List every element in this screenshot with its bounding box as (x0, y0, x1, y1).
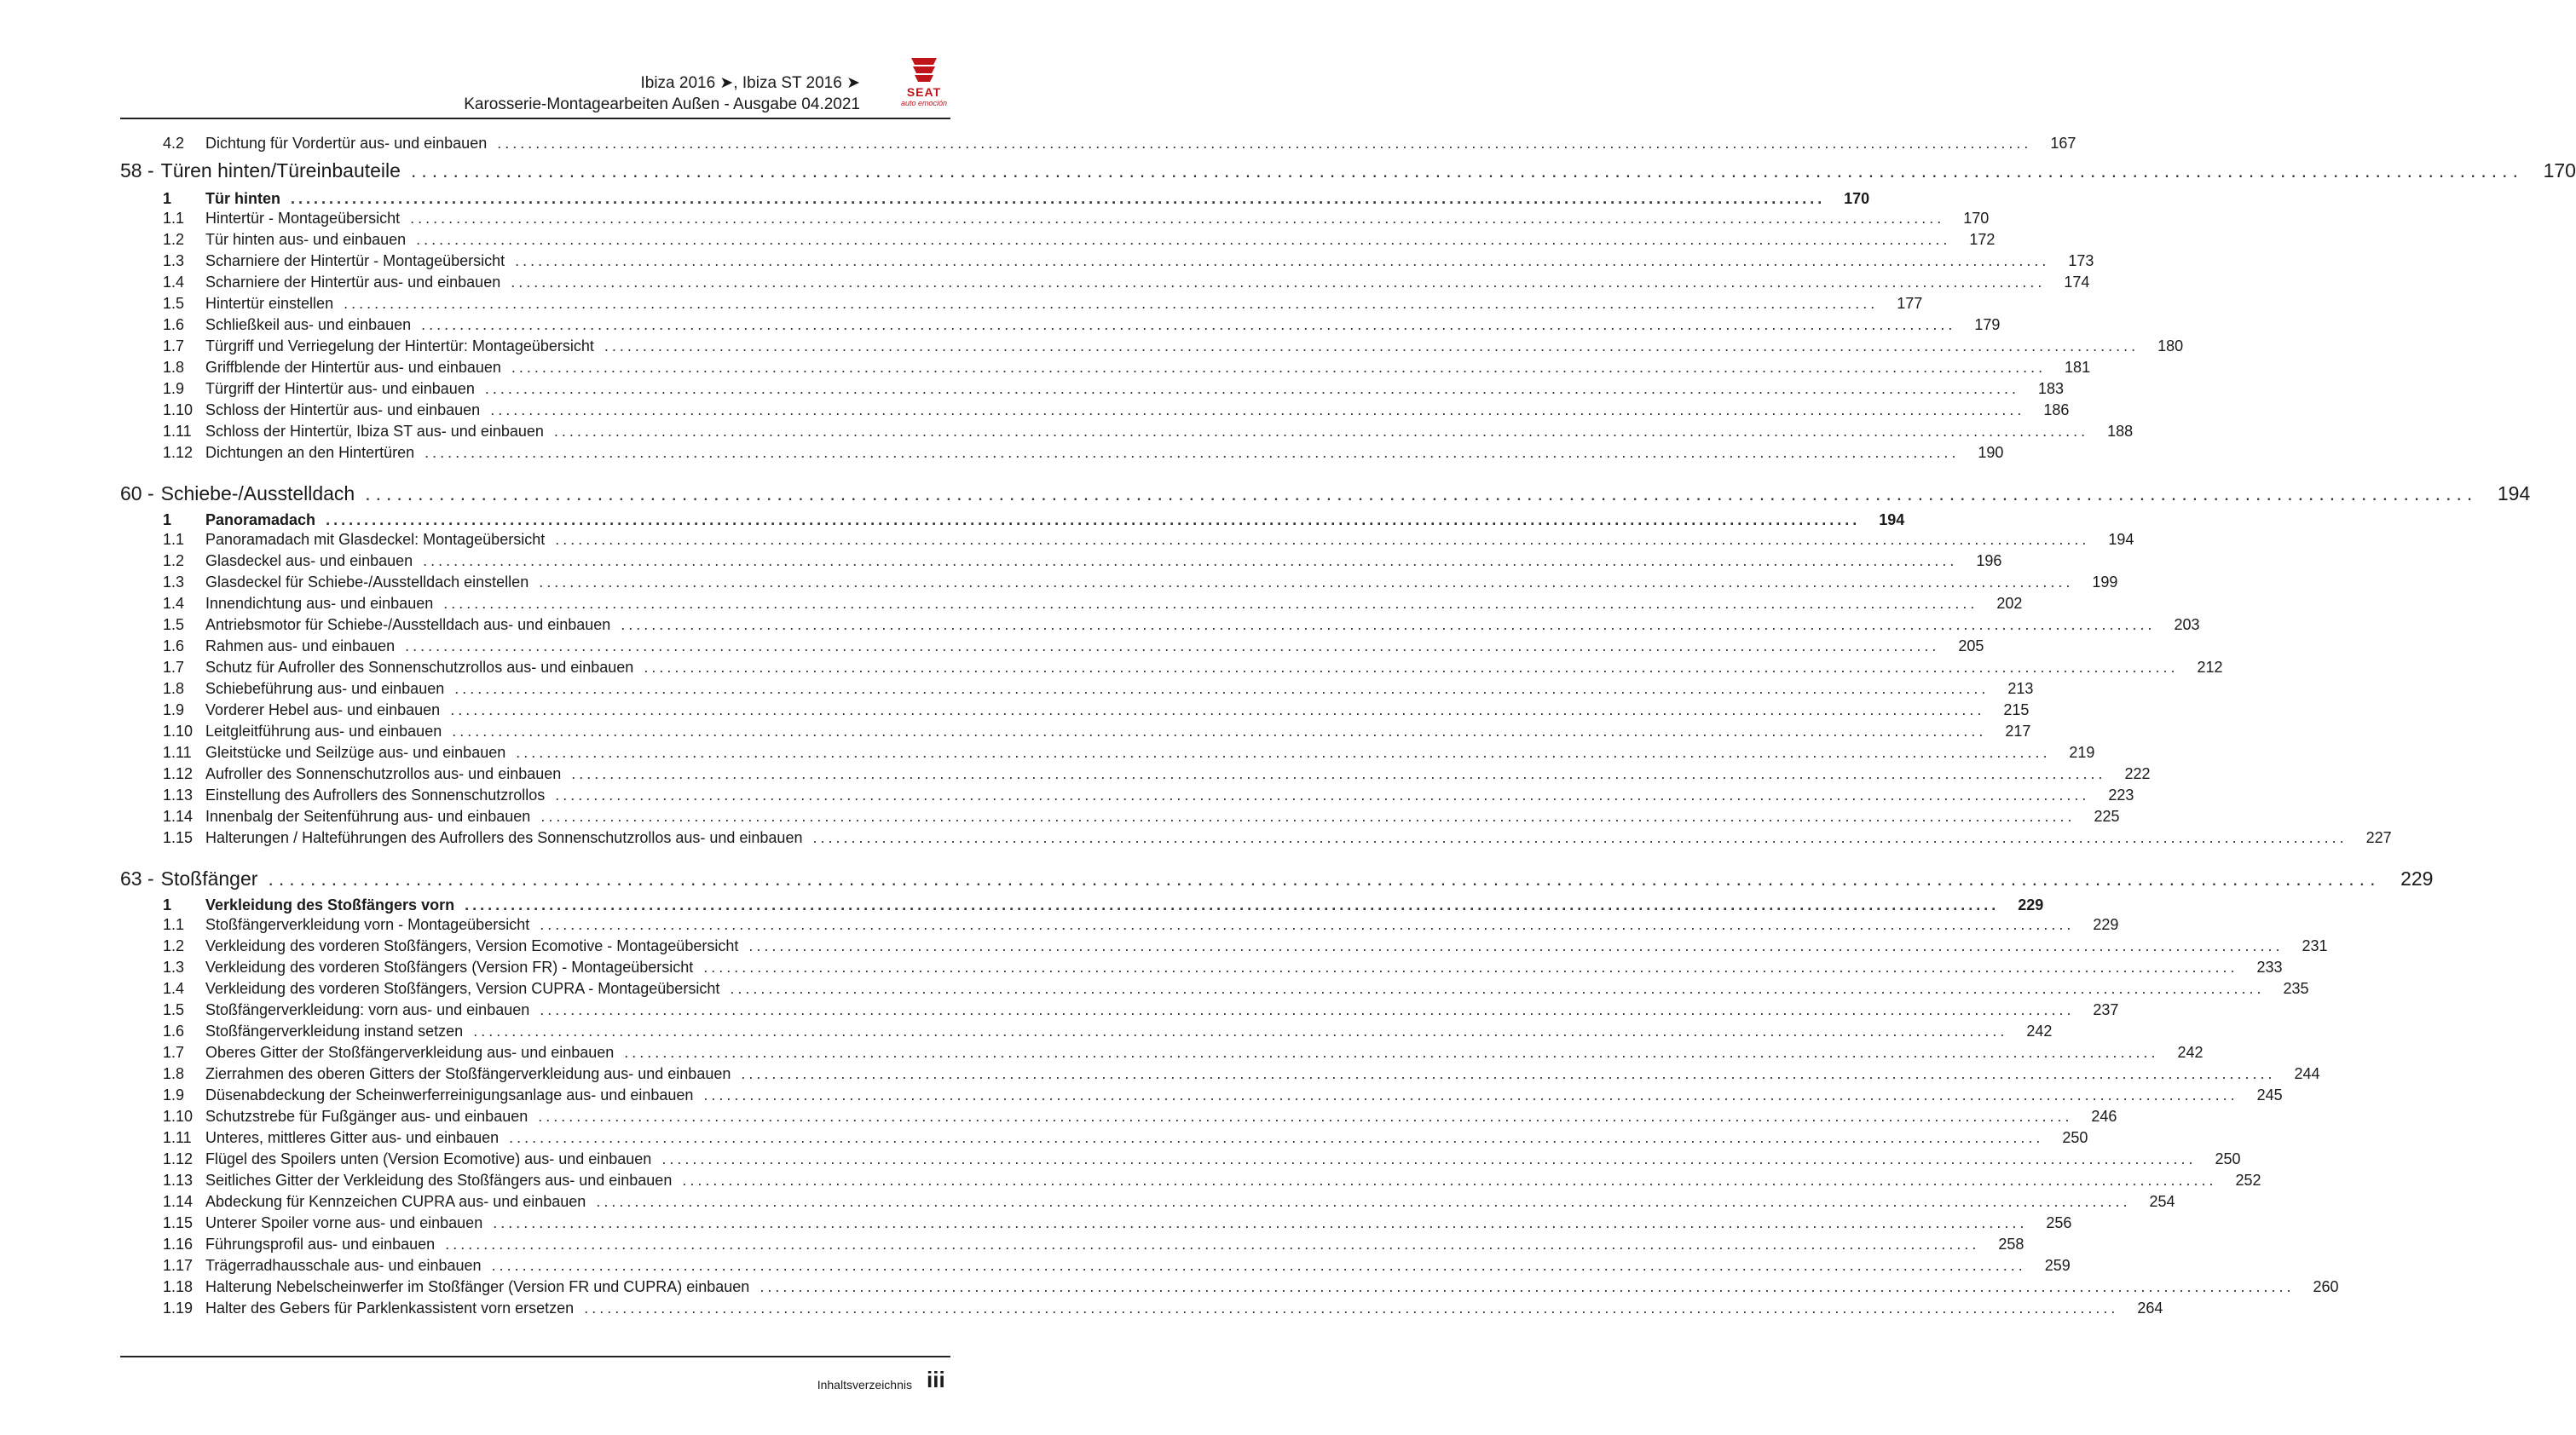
toc-title: Führungsprofil aus- und einbauen (205, 1236, 436, 1253)
toc-page-number: 227 (2365, 829, 2392, 846)
toc-title: Halterung Nebelscheinwerfer im Stoßfänger (Version FR und CUPRA) einbauen (205, 1278, 750, 1295)
toc-title: Stoßfängerverkleidung: vorn aus- und einbauen (205, 1001, 530, 1018)
toc-page-number: 170 (1844, 190, 1870, 207)
toc-chapter[interactable] (120, 849, 2434, 896)
toc-number: 63 - (120, 867, 154, 890)
toc-entry[interactable] (120, 827, 2392, 849)
footer-label: Inhaltsverzeichnis (817, 1378, 912, 1392)
toc-page-number: 244 (2294, 1065, 2320, 1082)
toc-page-number: 256 (2046, 1214, 2072, 1231)
toc-entry[interactable] (120, 572, 2118, 593)
toc-leader-dots: ........................................................................................................................................................................................................ (473, 1023, 2008, 1040)
toc-title: Innenbalg der Seitenführung aus- und einbauen (205, 808, 531, 825)
toc-page-number: 212 (2197, 659, 2223, 676)
toc-entry[interactable] (120, 1255, 2071, 1277)
toc-page-number: 194 (1879, 511, 1905, 528)
toc-number: 1.12 (163, 1150, 193, 1167)
toc-leader-dots: ........................................................................................................................................................................................................ (450, 701, 1985, 718)
toc-page-number: 194 (2497, 482, 2531, 504)
header-model-line: Ibiza 2016 ➤, Ibiza ST 2016 ➤ (640, 74, 860, 92)
toc-entry[interactable] (120, 957, 2283, 978)
toc-leader-dots: ........................................................................................................................................................................................................ (555, 531, 2090, 548)
header-rule (120, 118, 950, 119)
toc-page-number: 254 (2149, 1193, 2175, 1210)
toc-entry[interactable] (120, 1191, 2175, 1213)
toc-number: 1.17 (163, 1257, 193, 1274)
toc-entry[interactable] (120, 550, 2002, 572)
toc-page-number: 186 (2043, 401, 2070, 418)
toc-leader-dots: ........................................................................................................................................................................................................ (511, 359, 2047, 376)
logo-wordmark: SEAT (906, 85, 942, 99)
toc-title: Verkleidung des vorderen Stoßfängers (Version FR) - Montageübersicht (205, 959, 694, 976)
toc-leader-dots: ........................................................................................................................................................................................................ (553, 423, 2089, 440)
toc-leader-dots: ........................................................................................................................................................................................................ (443, 595, 1978, 612)
toc-number: 1.9 (163, 701, 185, 718)
toc-number: 1.1 (163, 531, 185, 548)
toc-title: Hintertür einstellen (205, 295, 334, 312)
toc-title: Einstellung des Aufrollers des Sonnenschutzrollos (205, 787, 546, 804)
toc-number: 1.4 (163, 274, 185, 291)
toc-leader-dots: ........................................................................................................................................................................................................ (703, 1086, 2238, 1104)
toc-number: 1.6 (163, 316, 185, 333)
toc-number: 1.10 (163, 401, 193, 418)
toc-title: Schutzstrebe für Fußgänger aus- und einbauen (205, 1108, 528, 1125)
toc-leader-dots: ........................................................................................................................................................................................................ (703, 959, 2238, 976)
toc-title: Schiebe-/Ausstelldach (160, 482, 355, 504)
toc-title: Zierrahmen des oberen Gitters der Stoßfängerverkleidung aus- und einbauen (205, 1065, 731, 1082)
toc-leader-dots: ........................................................................................................................................................................................................ (454, 680, 1990, 697)
toc-title: Scharniere der Hintertür - Montageübersicht (205, 252, 505, 269)
toc-entry[interactable] (120, 208, 1990, 229)
toc-leader-dots: ........................................................................................................................................................................................................ (584, 1300, 2119, 1317)
toc-section[interactable] (120, 511, 1905, 529)
toc-page-number: 242 (2177, 1044, 2203, 1061)
toc-page-number: 199 (2092, 573, 2118, 591)
footer-rule (120, 1356, 950, 1357)
toc-number: 1.13 (163, 1172, 193, 1189)
toc-page-number: 258 (1998, 1236, 2024, 1253)
toc-entry[interactable] (120, 914, 2119, 936)
toc-number: 1.5 (163, 616, 185, 633)
seat-logo (891, 56, 957, 109)
toc-leader-dots: ........................................................................................................................................................................................................ (493, 1214, 2028, 1231)
toc-entry[interactable] (120, 1213, 2072, 1234)
toc-entry[interactable] (120, 614, 2200, 636)
header-title-line: Karosserie-Montagearbeiten Außen - Ausgabe 04.2021 (464, 95, 860, 113)
toc-title: Dichtung für Vordertür aus- und einbauen (205, 135, 488, 152)
toc-number: 1.7 (163, 659, 185, 676)
toc-title: Stoßfängerverkleidung vorn - Montageübersicht (205, 916, 530, 933)
toc-leader-dots: ........................................................................................................................................................................................................ (624, 1044, 2159, 1061)
toc-number: 1.19 (163, 1300, 193, 1317)
toc-title: Rahmen aus- und einbauen (205, 637, 396, 654)
toc-title: Dichtungen an den Hintertüren (205, 444, 415, 461)
toc-title: Stoßfängerverkleidung instand setzen (205, 1023, 464, 1040)
toc-entry[interactable] (120, 357, 2091, 378)
toc-leader-dots: ........................................................................................................................................................................................................ (730, 980, 2265, 997)
toc-leader-dots: ........................................................................................................................................................................................................ (268, 867, 2381, 890)
toc-number: 1.11 (163, 1129, 192, 1146)
toc-page-number: 179 (1974, 316, 2001, 333)
toc-leader-dots: ........................................................................................................................................................................................................ (540, 808, 2076, 825)
toc-page-number: 264 (2137, 1300, 2163, 1317)
toc-page-number: 222 (2124, 765, 2151, 782)
toc-leader-dots: ........................................................................................................................................................................................................ (421, 316, 1956, 333)
toc-leader-dots: ........................................................................................................................................................................................................ (621, 616, 2156, 633)
toc-leader-dots: ........................................................................................................................................................................................................ (644, 659, 2179, 676)
toc-chapter[interactable] (120, 464, 2531, 511)
toc-entry[interactable] (120, 1298, 2163, 1319)
toc-leader-dots: ........................................................................................................................................................................................................ (682, 1172, 2217, 1189)
toc-page-number: 231 (2302, 937, 2328, 954)
toc-leader-dots: ........................................................................................................................................................................................................ (515, 252, 2050, 269)
toc-leader-dots: ........................................................................................................................................................................................................ (497, 135, 2032, 152)
toc-number: 1.15 (163, 1214, 193, 1231)
toc-page-number: 242 (2026, 1023, 2053, 1040)
toc-entry[interactable] (120, 378, 2065, 400)
toc-leader-dots: ........................................................................................................................................................................................................ (540, 916, 2075, 933)
toc-leader-dots: ........................................................................................................................................................................................................ (326, 511, 1861, 528)
toc-number: 1.9 (163, 380, 185, 397)
toc-page-number: 237 (2093, 1001, 2119, 1018)
toc-leader-dots: ........................................................................................................................................................................................................ (445, 1236, 1980, 1253)
toc-title: Unteres, mittleres Gitter aus- und einbauen (205, 1129, 500, 1146)
toc-title: Flügel des Spoilers unten (Version Ecomotive) aus- und einbauen (205, 1150, 652, 1167)
toc-leader-dots: ........................................................................................................................................................................................................ (405, 637, 1940, 654)
toc-number: 1.15 (163, 829, 193, 846)
toc-leader-dots: ........................................................................................................................................................................................................ (484, 380, 2020, 397)
toc-number: 1.8 (163, 359, 185, 376)
seat-emblem-icon (891, 56, 957, 85)
toc-page-number: 188 (2107, 423, 2134, 440)
toc-page-number: 219 (2069, 744, 2095, 761)
toc-entry[interactable] (120, 251, 2094, 272)
toc-entry[interactable] (120, 936, 2328, 957)
toc-number: 58 - (120, 159, 154, 182)
toc-page-number: 183 (2038, 380, 2065, 397)
toc-title: Halterungen / Halteführungen des Aufrollers des Sonnenschutzrollos aus- und einbauen (205, 829, 803, 846)
toc-page-number: 250 (2062, 1129, 2088, 1146)
toc-number: 1.5 (163, 1001, 185, 1018)
toc-number: 1 (163, 190, 172, 207)
toc-leader-dots: ........................................................................................................................................................................................................ (511, 274, 2046, 291)
toc-number: 1.14 (163, 808, 193, 825)
toc-entry[interactable] (120, 421, 2134, 442)
toc-entry[interactable] (120, 293, 1923, 314)
toc-number: 1.3 (163, 573, 185, 591)
toc-page-number: 223 (2108, 787, 2134, 804)
toc-page-number: 203 (2174, 616, 2200, 633)
toc-title: Glasdeckel für Schiebe-/Ausstelldach einstellen (205, 573, 529, 591)
toc-section[interactable] (120, 190, 1870, 208)
toc-title: Verkleidung des vorderen Stoßfängers, Version Ecomotive - Montageübersicht (205, 937, 739, 954)
toc-page-number: 173 (2068, 252, 2094, 269)
toc-title: Schiebeführung aus- und einbauen (205, 680, 445, 697)
toc-page-number: 190 (1978, 444, 2004, 461)
toc-number: 1.14 (163, 1193, 193, 1210)
toc-page-number: 215 (2003, 701, 2030, 718)
toc-number: 1.13 (163, 787, 193, 804)
toc-leader-dots: ........................................................................................................................................................................................................ (490, 401, 2025, 418)
toc-entry[interactable] (120, 1170, 2261, 1191)
toc-leader-dots: ........................................................................................................................................................................................................ (344, 295, 1879, 312)
toc-number: 1.5 (163, 295, 185, 312)
toc-page-number: 260 (2313, 1278, 2339, 1295)
toc-page-number: 174 (2064, 274, 2090, 291)
toc-page-number: 177 (1897, 295, 1923, 312)
toc-title: Schloss der Hintertür aus- und einbauen (205, 401, 481, 418)
toc-page-number: 233 (2256, 959, 2283, 976)
toc-title: Scharniere der Hintertür aus- und einbauen (205, 274, 501, 291)
toc-entry[interactable] (120, 400, 2070, 421)
toc-entry[interactable] (120, 1277, 2339, 1298)
toc-number: 1.2 (163, 937, 185, 954)
toc-title: Tür hinten (205, 190, 280, 207)
toc-number: 1.12 (163, 444, 193, 461)
toc-number: 1.3 (163, 252, 185, 269)
toc-title: Halter des Gebers für Parklenkassistent vorn ersetzen (205, 1300, 575, 1317)
toc-title: Türen hinten/Türeinbauteile (160, 159, 401, 182)
toc-entry[interactable] (120, 1021, 2053, 1042)
toc-title: Düsenabdeckung der Scheinwerferreinigungsanlage aus- und einbauen (205, 1086, 694, 1104)
toc-title: Verkleidung des Stoßfängers vorn (205, 896, 455, 913)
toc-page-number: 213 (2007, 680, 2034, 697)
toc-title: Schutz für Aufroller des Sonnenschutzrollos aus- und einbauen (205, 659, 634, 676)
toc-title: Seitliches Gitter der Verkleidung des Stoßfängers aus- und einbauen (205, 1172, 673, 1189)
toc-page-number: 235 (2283, 980, 2309, 997)
toc-title: Antriebsmotor für Schiebe-/Ausstelldach aus- und einbauen (205, 616, 611, 633)
toc-number: 1.11 (163, 423, 192, 440)
toc-number: 1 (163, 896, 172, 913)
toc-number: 1.2 (163, 231, 185, 248)
toc-title: Gleitstücke und Seilzüge aus- und einbauen (205, 744, 506, 761)
toc-page-number: 180 (2157, 337, 2184, 354)
toc-leader-dots: ........................................................................................................................................................................................................ (540, 1001, 2075, 1018)
toc-entry[interactable] (120, 133, 2076, 154)
footer-page-number: iii (927, 1367, 945, 1392)
toc-page-number: 229 (2093, 916, 2119, 933)
toc-title: Vorderer Hebel aus- und einbauen (205, 701, 441, 718)
toc-page-number: 205 (1958, 637, 1984, 654)
toc-leader-dots: ........................................................................................................................................................................................................ (538, 1108, 2073, 1125)
toc-page-number: 194 (2108, 531, 2134, 548)
toc-entry[interactable] (120, 978, 2309, 1000)
toc-title: Türgriff und Verriegelung der Hintertür: Montageübersicht (205, 337, 594, 354)
toc-leader-dots: ........................................................................................................................................................................................................ (423, 552, 1958, 569)
toc-entry[interactable] (120, 442, 2004, 464)
logo-tagline: auto emoción (900, 99, 948, 107)
toc-leader-dots: ........................................................................................................................................................................................................ (748, 937, 2284, 954)
toc-entry[interactable] (120, 1149, 2241, 1170)
toc-number: 1.8 (163, 680, 185, 697)
toc-leader-dots: ........................................................................................................................................................................................................ (452, 723, 1987, 740)
toc-entry[interactable] (120, 336, 2184, 357)
toc-number: 1.12 (163, 765, 193, 782)
toc-entry[interactable] (120, 1106, 2117, 1127)
toc-leader-dots: ........................................................................................................................................................................................................ (741, 1065, 2276, 1082)
toc-title: Trägerradhausschale aus- und einbauen (205, 1257, 482, 1274)
toc-number: 1.10 (163, 723, 193, 740)
toc-leader-dots: ........................................................................................................................................................................................................ (812, 829, 2348, 846)
toc-page-number: 170 (1963, 210, 1990, 227)
toc-entry[interactable] (120, 1127, 2088, 1149)
toc-leader-dots: ........................................................................................................................................................................................................ (516, 744, 2051, 761)
toc-leader-dots: ........................................................................................................................................................................................................ (416, 231, 1951, 248)
toc-title: Innendichtung aus- und einbauen (205, 595, 434, 612)
toc-title: Panoramadach (205, 511, 316, 528)
toc-entry[interactable] (120, 593, 2023, 614)
toc-leader-dots: ........................................................................................................................................................................................................ (491, 1257, 2026, 1274)
toc-entry[interactable] (120, 229, 1996, 251)
toc-entry[interactable] (120, 785, 2134, 806)
toc-entry[interactable] (120, 764, 2151, 785)
toc-leader-dots: ........................................................................................................................................................................................................ (661, 1150, 2197, 1167)
toc-page-number: 250 (2215, 1150, 2241, 1167)
toc-page-number: 170 (2543, 159, 2576, 182)
toc-number: 1.11 (163, 744, 192, 761)
toc-number: 1.8 (163, 1065, 185, 1082)
toc-number: 4.2 (163, 135, 185, 152)
toc-entry[interactable] (120, 1085, 2283, 1106)
toc-title: Stoßfänger (160, 867, 258, 890)
toc-page-number: 167 (2050, 135, 2076, 152)
toc-number: 1.3 (163, 959, 185, 976)
toc-entry[interactable] (120, 806, 2120, 827)
toc-entry[interactable] (120, 721, 2031, 742)
toc-leader-dots: ........................................................................................................................................................................................................ (291, 190, 1826, 207)
toc-number: 1.16 (163, 1236, 193, 1253)
toc-leader-dots: ........................................................................................................................................................................................................ (596, 1193, 2131, 1210)
toc-number: 1.2 (163, 552, 185, 569)
toc-title: Schloss der Hintertür, Ibiza ST aus- und einbauen (205, 423, 544, 440)
toc-number: 1.6 (163, 1023, 185, 1040)
toc-page-number: 202 (1996, 595, 2023, 612)
toc-page-number: 181 (2065, 359, 2091, 376)
toc-title: Tür hinten aus- und einbauen (205, 231, 407, 248)
toc-title: Leitgleitführung aus- und einbauen (205, 723, 442, 740)
toc-title: Unterer Spoiler vorne aus- und einbauen (205, 1214, 483, 1231)
toc-number: 1 (163, 511, 172, 528)
toc-page-number: 225 (2094, 808, 2120, 825)
toc-page-number: 217 (2005, 723, 2031, 740)
toc-chapter[interactable] (120, 154, 2576, 190)
toc-entry[interactable] (120, 1042, 2203, 1063)
toc-page-number: 229 (2400, 867, 2434, 890)
toc-entry[interactable] (120, 1063, 2320, 1085)
toc-entry[interactable] (120, 1234, 2024, 1255)
toc-title: Hintertür - Montageübersicht (205, 210, 401, 227)
toc-number: 1.1 (163, 210, 185, 227)
toc-number: 1.4 (163, 595, 185, 612)
toc-number: 1.1 (163, 916, 185, 933)
toc-leader-dots: ........................................................................................................................................................................................................ (465, 896, 2000, 913)
toc-leader-dots: ........................................................................................................................................................................................................ (555, 787, 2090, 804)
toc-page-number: 252 (2235, 1172, 2261, 1189)
toc-leader-dots: ........................................................................................................................................................................................................ (760, 1278, 2295, 1295)
toc-leader-dots: ........................................................................................................................................................................................................ (410, 159, 2523, 182)
toc-number: 1.18 (163, 1278, 193, 1295)
toc-number: 1.7 (163, 1044, 185, 1061)
toc-entry[interactable] (120, 529, 2134, 550)
toc-leader-dots: ........................................................................................................................................................................................................ (509, 1129, 2044, 1146)
table-of-contents (120, 133, 2576, 1319)
toc-page-number: 245 (2256, 1086, 2283, 1104)
toc-page-number: 246 (2091, 1108, 2117, 1125)
toc-title: Schließkeil aus- und einbauen (205, 316, 412, 333)
toc-entry[interactable] (120, 700, 2030, 721)
toc-title: Türgriff der Hintertür aus- und einbauen (205, 380, 475, 397)
toc-number: 1.6 (163, 637, 185, 654)
toc-page-number: 196 (1976, 552, 2002, 569)
toc-leader-dots: ........................................................................................................................................................................................................ (365, 482, 2478, 504)
toc-title: Griffblende der Hintertür aus- und einbauen (205, 359, 501, 376)
toc-page-number: 229 (2018, 896, 2044, 913)
toc-page-number: 172 (1969, 231, 1996, 248)
toc-leader-dots: ........................................................................................................................................................................................................ (425, 444, 1960, 461)
toc-number: 1.4 (163, 980, 185, 997)
toc-leader-dots: ........................................................................................................................................................................................................ (604, 337, 2140, 354)
toc-entry[interactable] (120, 1000, 2119, 1021)
toc-title: Verkleidung des vorderen Stoßfängers, Version CUPRA - Montageübersicht (205, 980, 720, 997)
toc-entry[interactable] (120, 678, 2034, 700)
toc-entry[interactable] (120, 272, 2090, 293)
toc-title: Abdeckung für Kennzeichen CUPRA aus- und einbauen (205, 1193, 586, 1210)
toc-page-number: 259 (2044, 1257, 2071, 1274)
toc-title: Panoramadach mit Glasdeckel: Montageübersicht (205, 531, 546, 548)
toc-leader-dots: ........................................................................................................................................................................................................ (571, 765, 2106, 782)
toc-entry[interactable] (120, 636, 1984, 657)
toc-title: Oberes Gitter der Stoßfängerverkleidung aus- und einbauen (205, 1044, 615, 1061)
toc-entry[interactable] (120, 314, 2001, 336)
toc-entry[interactable] (120, 657, 2223, 678)
toc-section[interactable] (120, 896, 2044, 914)
toc-leader-dots: ........................................................................................................................................................................................................ (539, 573, 2074, 591)
toc-number: 1.9 (163, 1086, 185, 1104)
toc-number: 1.7 (163, 337, 185, 354)
toc-number: 1.10 (163, 1108, 193, 1125)
toc-number: 60 - (120, 482, 154, 504)
toc-leader-dots: ........................................................................................................................................................................................................ (410, 210, 1945, 227)
toc-title: Aufroller des Sonnenschutzrollos aus- und einbauen (205, 765, 562, 782)
toc-title: Glasdeckel aus- und einbauen (205, 552, 413, 569)
toc-entry[interactable] (120, 742, 2095, 764)
